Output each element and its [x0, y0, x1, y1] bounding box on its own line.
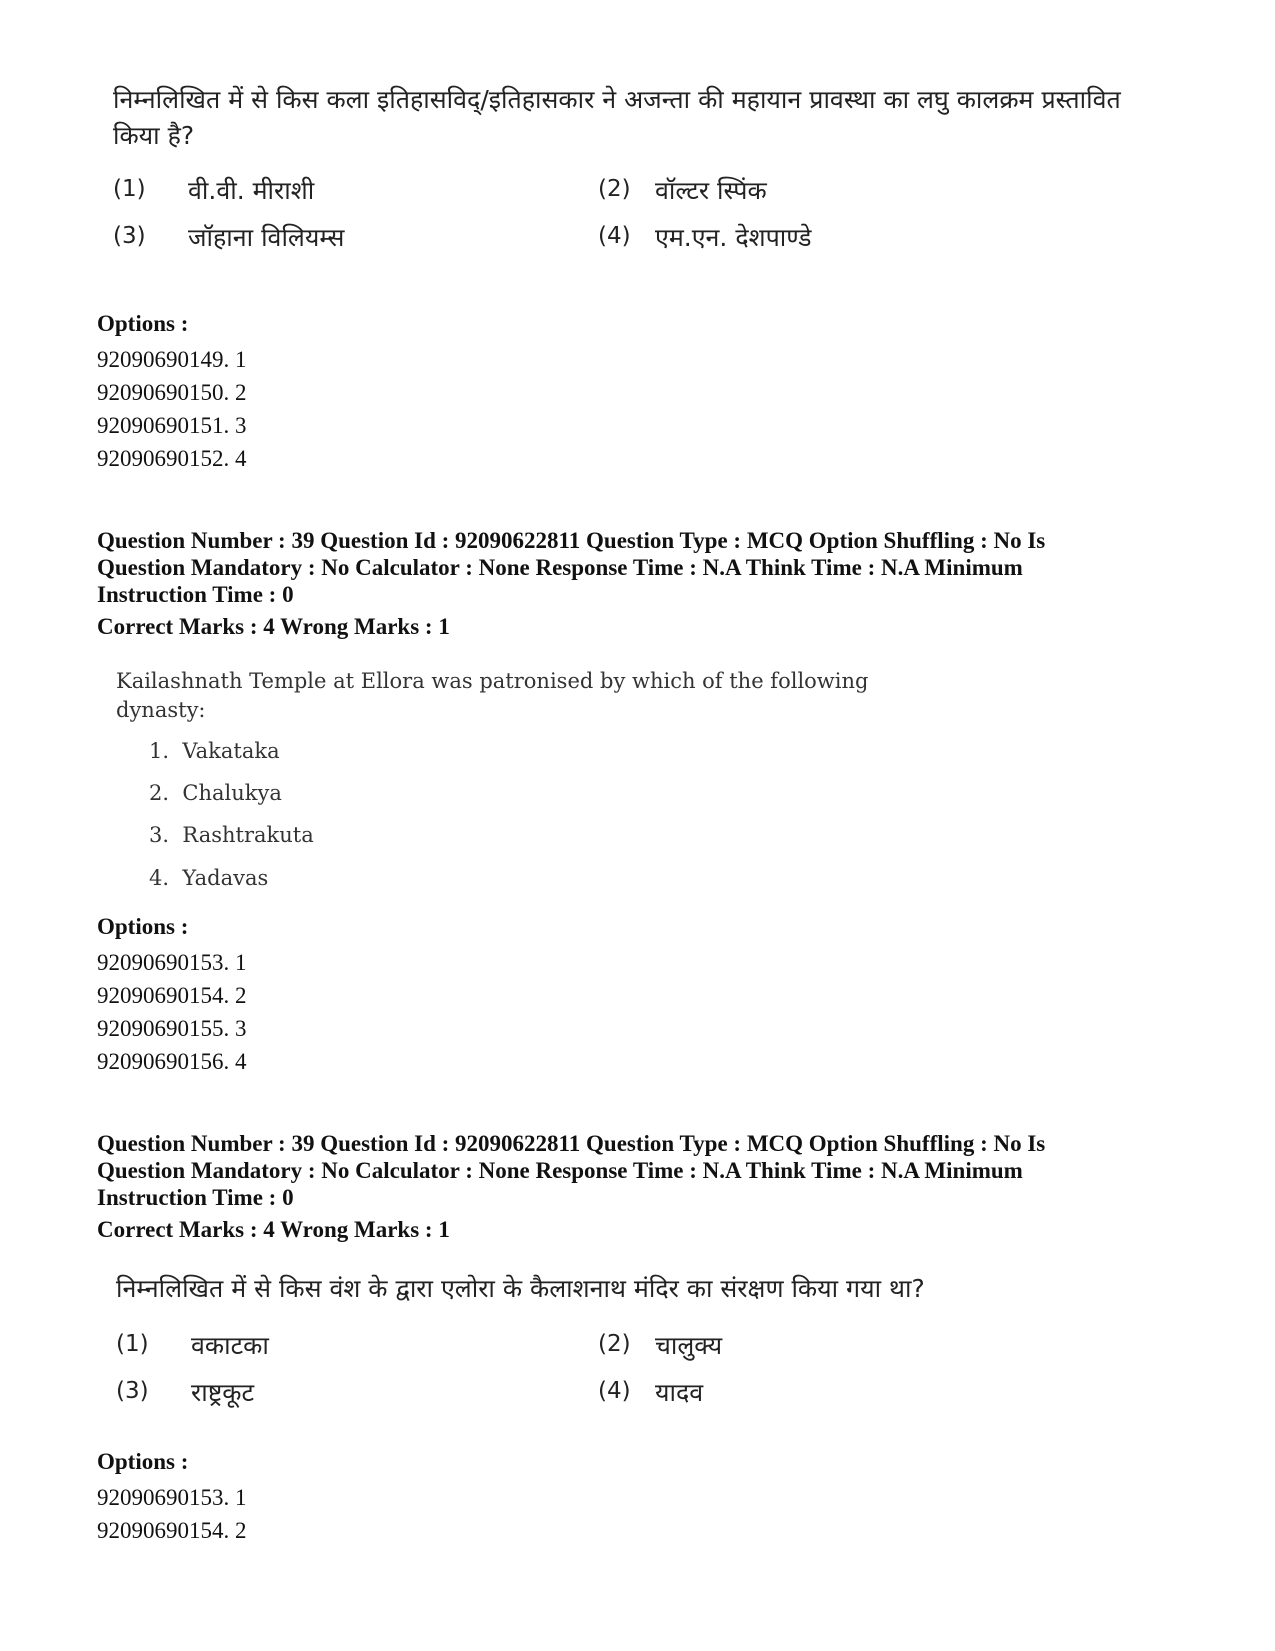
choice-text: चालुक्य — [655, 1331, 723, 1360]
meta-line: Instruction Time : 0 — [97, 1185, 294, 1210]
choice-text: वकाटका — [191, 1331, 269, 1360]
options-label: Options : — [97, 914, 189, 939]
item-number: 1. — [149, 739, 170, 763]
choice-number: (3) — [113, 223, 146, 249]
choice-text: वी.वी. मीराशी — [188, 176, 315, 205]
option-line: 92090690154. 2 — [97, 983, 247, 1008]
question-meta — [97, 527, 1045, 608]
options-list — [97, 343, 247, 475]
item-text: Rashtrakuta — [182, 823, 314, 847]
question-marks: Correct Marks : 4 Wrong Marks : 1 — [97, 614, 450, 639]
question-line: dynasty: — [116, 698, 206, 722]
choice-number: (4) — [598, 223, 631, 249]
options-label: Options : — [97, 311, 189, 336]
question-1-hindi-text: निम्नलिखित में से किस कला इतिहासविद्/इतिहासकार ने अजन्ता की महायान प्रावस्था का लघु कालक्रम प्रस्तावित किया है? — [113, 85, 1121, 150]
question-line: Kailashnath Temple at Ellora was patronised by which of the following — [116, 669, 869, 693]
item-text: Chalukya — [182, 781, 282, 805]
choice-number: (1) — [116, 1331, 149, 1357]
question-2-english-text — [116, 667, 868, 725]
choice-number: (2) — [598, 1331, 631, 1357]
options-label: Options : — [97, 1449, 189, 1474]
item-number: 3. — [149, 823, 170, 847]
question-3-hindi-text: निम्नलिखित में से किस वंश के द्वारा एलोरा के कैलाशनाथ मंदिर का संरक्षण किया गया था? — [116, 1274, 925, 1303]
option-line: 92090690152. 4 — [97, 446, 247, 471]
choice-number: (3) — [116, 1378, 149, 1404]
option-line: 92090690153. 1 — [97, 950, 247, 975]
option-line: 92090690155. 3 — [97, 1016, 247, 1041]
option-line: 92090690156. 4 — [97, 1049, 247, 1074]
dynasty-item — [149, 781, 282, 805]
option-line: 92090690154. 2 — [97, 1518, 247, 1543]
item-text: Vakataka — [182, 739, 280, 763]
options-list — [97, 946, 247, 1078]
option-line: 92090690153. 1 — [97, 1485, 247, 1510]
meta-line: Instruction Time : 0 — [97, 582, 294, 607]
meta-line: Question Mandatory : No Calculator : None Response Time : N.A Think Time : N.A Minimum — [97, 1158, 1023, 1183]
choice-text: यादव — [655, 1378, 704, 1407]
dynasty-item — [149, 823, 314, 847]
option-line: 92090690150. 2 — [97, 380, 247, 405]
dynasty-item — [149, 739, 280, 763]
choice-text: वॉल्टर स्पिंक — [655, 176, 767, 205]
choice-number: (2) — [598, 176, 631, 202]
meta-line: Question Number : 39 Question Id : 92090622811 Question Type : MCQ Option Shuffling : No Is — [97, 528, 1046, 553]
question-meta — [97, 1130, 1045, 1211]
option-line: 92090690149. 1 — [97, 347, 247, 372]
choice-number: (4) — [598, 1378, 631, 1404]
dynasty-item — [149, 866, 268, 890]
choice-text: एम.एन. देशपाण्डे — [655, 223, 812, 252]
choice-text: जॉहाना विलियम्स — [188, 223, 345, 252]
item-number: 4. — [149, 866, 170, 890]
choice-number: (1) — [113, 176, 146, 202]
meta-line: Question Number : 39 Question Id : 92090622811 Question Type : MCQ Option Shuffling : No Is — [97, 1131, 1046, 1156]
option-line: 92090690151. 3 — [97, 413, 247, 438]
choice-text: राष्ट्रकूट — [191, 1378, 255, 1407]
meta-line: Question Mandatory : No Calculator : None Response Time : N.A Think Time : N.A Minimum — [97, 555, 1023, 580]
item-text: Yadavas — [182, 866, 269, 890]
options-list — [97, 1481, 247, 1547]
question-marks: Correct Marks : 4 Wrong Marks : 1 — [97, 1217, 450, 1242]
item-number: 2. — [149, 781, 170, 805]
